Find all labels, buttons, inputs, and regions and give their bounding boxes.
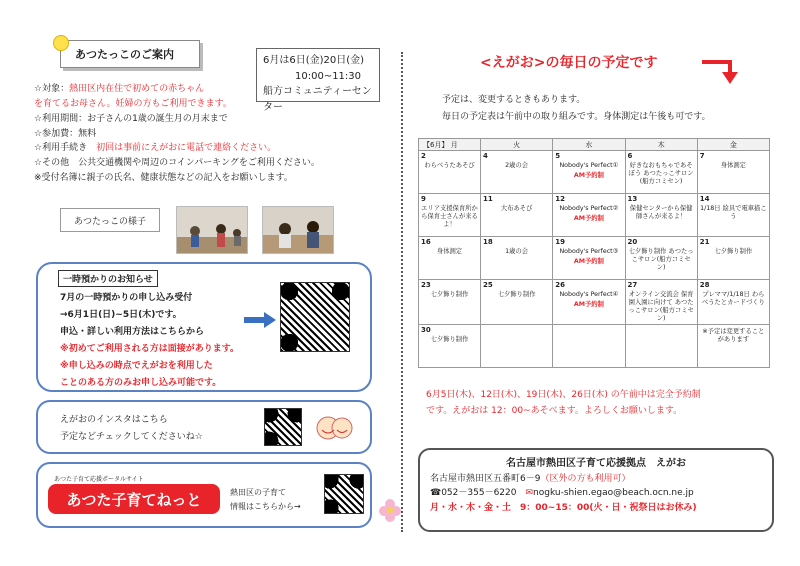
arrow-down-icon [700, 56, 740, 86]
arrow-right-icon [244, 312, 276, 328]
calendar-event: わらべうたあそび [424, 162, 475, 169]
portal-line-2: 情報はこちらから→ [230, 502, 301, 512]
calendar-cell [419, 280, 481, 325]
calendar-event: 1/18日 絵具で電車描こう [700, 205, 767, 220]
calendar-cell [481, 324, 553, 367]
temp-care-box [36, 262, 372, 392]
calendar-cell [419, 194, 481, 237]
calendar-cell [481, 151, 553, 194]
calendar-event: Nobody's Perfect② [559, 205, 619, 213]
note-row: ☆利用期間：お子さんの1歳の誕生月の月末まで [34, 113, 228, 124]
left-title-banner [60, 40, 200, 68]
calendar-cell [553, 151, 625, 194]
calendar-header-cell: 木 [625, 139, 697, 151]
calendar-event: 保健センターから保健師さんが来るよ！ [629, 205, 693, 220]
calendar-am-badge: AM予約制 [573, 214, 604, 222]
note-row: ☆対象：熱田区内在住で初めての赤ちゃん [34, 84, 205, 94]
calendar-day: 9 [421, 195, 426, 204]
calendar-month: 【6月】 [423, 140, 449, 149]
calendar-day: 23 [421, 281, 431, 290]
photo-2 [262, 206, 334, 254]
temp-care-text: 7月の一時預かりの申し込み受付 →6月1日(日)~5日(木)です。 申込・詳しい利用方法はこちらから ※初めてご利用される方は面接があります。 ※申し込みの時点でえがおを利用した ことのある方のみお申し込み可能です。 [60, 293, 240, 389]
instagram-line-2: 予定などチェックしてくださいね☆ [60, 432, 203, 443]
note-row: ☆その他 公共交通機関や周辺のコインパーキングをご利用ください。 [34, 158, 320, 169]
schedule-notes: 予定は、変更するときもあります。 毎日の予定表は午前中の取り組みです。身体測定は午後も可です。 [442, 95, 711, 123]
date-line-2: 10:00~11:30 [295, 70, 362, 82]
date-line-1: 6月は6日(金)20日(金) [263, 55, 365, 66]
schedule-title: <えがお>の毎日の予定です [480, 55, 658, 71]
note-row: ☆利用手続き 初回は事前にえがおに電話で連絡ください。 [34, 143, 277, 154]
calendar-event: 身体測定 [720, 162, 746, 169]
calendar-event: Nobody's Perfect④ [559, 291, 619, 299]
calendar-cell [553, 194, 625, 237]
calendar-day: 13 [627, 195, 638, 204]
calendar-cell [625, 280, 697, 325]
calendar-event: 七夕飾り制作 [430, 335, 469, 343]
reservation-note: 6月5日(木)、12日(木)、19日(木)、26日(木) の午前中は完全予約制 です。えがおは 12：00~あそべます。よろしくお願いします。 [426, 390, 701, 416]
note-row: ※受付名簿に親子の氏名、健康状態などの記入をお願いします。 [34, 173, 293, 184]
calendar-day: 6 [627, 152, 633, 160]
portal-logo[interactable]: あつた子育てねっと [48, 484, 220, 514]
portal-qr-code[interactable] [324, 474, 364, 514]
note-row: ☆参加費：無料 [34, 128, 97, 139]
photo-label: あつたっこの様子 [60, 208, 160, 232]
contact-box [418, 448, 774, 532]
calendar-cell [697, 324, 769, 367]
calendar-event: 好きなおもちゃであそぼう あつたっこサロン(船方コミセン) [628, 162, 694, 185]
photo-1 [176, 206, 248, 254]
calendar-cell [553, 280, 625, 325]
instagram-line-1: えがおのインスタはこちら [60, 415, 168, 425]
calendar-day: 19 [555, 238, 565, 247]
calendar-event: エリア支援保育所から保育士さんが来るよ！ [421, 205, 478, 228]
calendar-event: 身体測定 [436, 248, 463, 256]
calendar-header-row: 【6月】 月 火 水 木 金 [419, 139, 770, 151]
calendar-header-cell: 火 [481, 139, 553, 151]
portal-box [36, 462, 372, 528]
calendar-am-badge: AM予約制 [573, 258, 604, 266]
calendar-cell [553, 324, 625, 367]
calendar-cell [625, 194, 697, 237]
guide-notes [34, 82, 386, 186]
calendar-event: Nobody's Perfect③ [559, 248, 619, 256]
calendar-event: 七夕飾り制作 [430, 291, 469, 299]
calendar-row [419, 280, 770, 325]
left-title: あつたっこのご案内 [75, 48, 174, 61]
portal-small-text: あつた子育て応援ポータルサイト [54, 476, 144, 483]
calendar-day: 7 [699, 152, 705, 160]
calendar-day: 4 [483, 152, 488, 160]
calendar-day: 28 [699, 281, 710, 290]
calendar-am-badge: AM予約制 [573, 171, 604, 179]
calendar-am-badge: AM予約制 [573, 301, 604, 309]
calendar-row [419, 194, 770, 237]
calendar-event: 大布あそび [500, 205, 533, 213]
flower-icon [376, 496, 404, 524]
calendar-cell [697, 280, 769, 325]
calendar-cell [419, 151, 481, 194]
note-row: を育てるお母さん。妊婦の方もご利用できます。 [34, 98, 232, 109]
calendar-cell [419, 237, 481, 280]
calendar-day: 12 [555, 195, 565, 204]
calendar-day: 26 [555, 281, 565, 290]
calendar-event: オンライン交流会 保育園入園に向けて あつたっこサロン(船方コミセン) [628, 291, 694, 322]
calendar-day: 30 [421, 325, 431, 334]
calendar-event: 1歳の会 [505, 248, 529, 256]
email-icon: ✉ [525, 488, 534, 499]
calendar-header-cell: 水 [553, 139, 625, 151]
contact-title: 名古屋市熱田区子育て応援拠点 えがお [506, 458, 686, 469]
calendar-cell [625, 151, 697, 194]
calendar-day: 14 [699, 195, 710, 204]
contact-tel[interactable]: ☎052－355－6220 [430, 488, 517, 499]
calendar-cell [697, 237, 769, 280]
calendar-day: 20 [627, 238, 638, 247]
instagram-box [36, 400, 372, 454]
calendar-day: 18 [483, 238, 493, 247]
calendar-cell [697, 194, 769, 237]
column-divider [401, 52, 403, 532]
calendar-body [419, 151, 770, 368]
calendar-day: 5 [555, 152, 561, 160]
photo-1-image [177, 207, 248, 254]
calendar-day: 16 [421, 238, 431, 247]
portal-line-1: 熱田区の子育て [230, 488, 286, 497]
calendar-cell [697, 151, 769, 194]
temp-care-qr-code[interactable] [280, 282, 350, 352]
contact-tel-email-row [430, 486, 762, 500]
calendar-event: プレママ/1/18日 わらべうたとカードづくり [701, 291, 765, 307]
calendar-event: 七夕飾り制作 [714, 248, 753, 256]
calendar-row [419, 151, 770, 194]
calendar-cell [419, 324, 481, 367]
calendar-day: 2 [421, 152, 426, 160]
instagram-qr-code[interactable] [264, 408, 302, 446]
kids-illustration-icon [314, 410, 354, 446]
calendar-table [418, 138, 770, 368]
date-line-3: 船方コミュニティーセンター [263, 86, 372, 113]
calendar-day: 11 [483, 195, 493, 204]
contact-hours: 月・水・木・金・土 9：00~15：00(火・日・祝祭日はお休み) [430, 502, 697, 513]
calendar-row [419, 237, 770, 280]
calendar-event: 2歳の会 [505, 162, 529, 169]
calendar-day: 21 [699, 238, 710, 247]
contact-address-row: 名古屋市熱田区五番町6－9（区外の方も利用可） [430, 474, 631, 484]
calendar-event: Nobody's Perfect① [559, 162, 619, 169]
calendar-cell [481, 237, 553, 280]
calendar-cell [481, 280, 553, 325]
calendar-header-cell: 金 [697, 139, 769, 151]
temp-care-title: 一時預かりのお知らせ [58, 270, 158, 287]
calendar-event: 七夕飾り制作 あつたっこサロン(船方コミセン) [628, 248, 694, 271]
calendar-cell [481, 194, 553, 237]
calendar-cell [625, 237, 697, 280]
calendar-cell [553, 237, 625, 280]
calendar-day: 25 [483, 281, 493, 290]
calendar-day: 27 [627, 281, 638, 290]
calendar-row [419, 324, 770, 367]
calendar-cell [625, 324, 697, 367]
calendar-event: ※予定は変更することがあります [702, 327, 765, 343]
calendar-event: 七夕飾り制作 [497, 291, 536, 299]
photo-2-image [263, 207, 334, 254]
contact-email[interactable]: nogku-shien.egao@beach.ocn.ne.jp [533, 488, 694, 499]
